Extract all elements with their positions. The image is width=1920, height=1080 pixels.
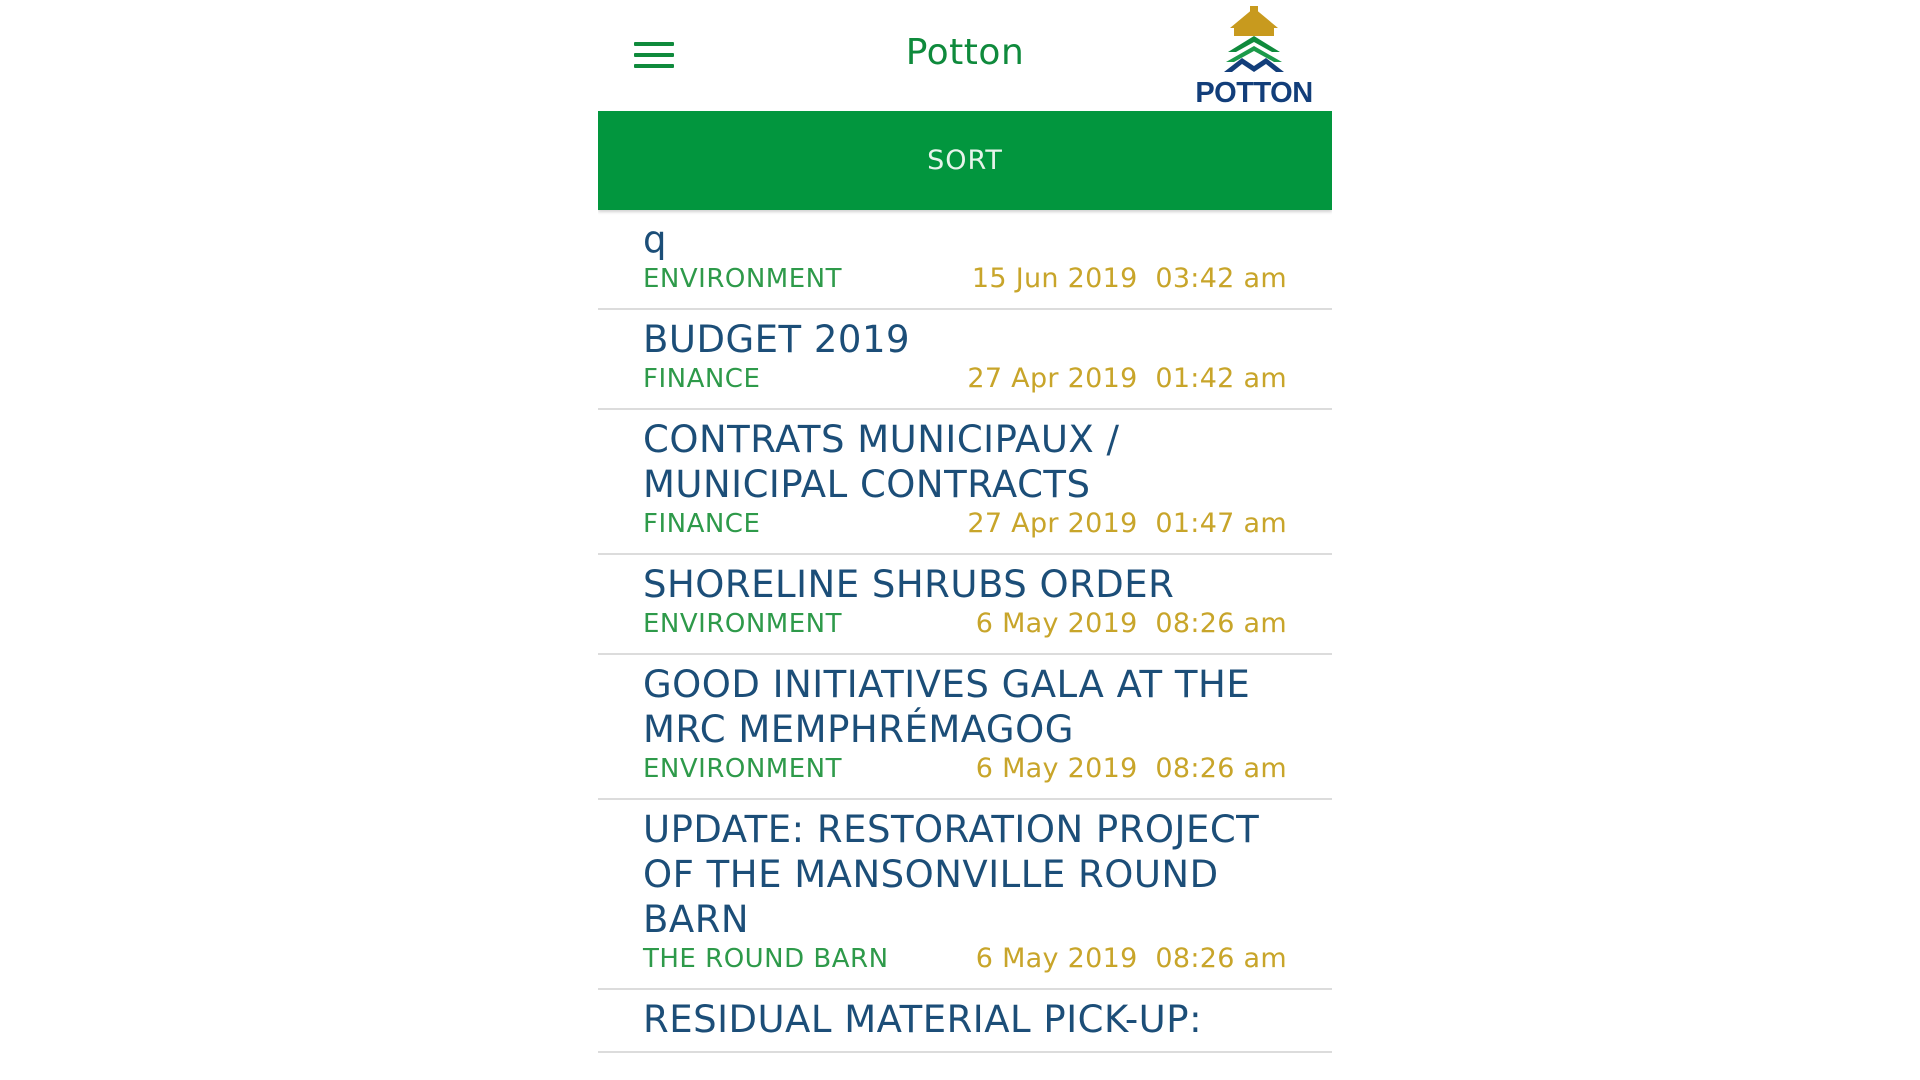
item-meta bbox=[643, 363, 1287, 399]
item-category: THE ROUND BARN bbox=[643, 944, 889, 974]
list-item[interactable] bbox=[598, 800, 1332, 990]
item-date: 27 Apr 2019 01:47 am bbox=[967, 508, 1287, 539]
item-date: 27 Apr 2019 01:42 am bbox=[967, 363, 1287, 394]
item-title: UPDATE: RESTORATION PROJECT OF THE MANSONVILLE ROUND BARN bbox=[643, 808, 1260, 941]
item-title: RESIDUAL MATERIAL PICK-UP: bbox=[643, 998, 1203, 1041]
list-item[interactable] bbox=[598, 655, 1332, 800]
item-category: ENVIRONMENT bbox=[643, 609, 843, 639]
potton-logo bbox=[1190, 6, 1318, 110]
sort-label: SORT bbox=[927, 145, 1003, 176]
item-category: ENVIRONMENT bbox=[643, 754, 843, 784]
list-item[interactable] bbox=[598, 555, 1332, 655]
item-date: 6 May 2019 08:26 am bbox=[975, 608, 1287, 639]
list-item[interactable] bbox=[598, 210, 1332, 310]
app-screen bbox=[598, 0, 1332, 1080]
list-item[interactable] bbox=[598, 310, 1332, 410]
top-app-bar bbox=[598, 0, 1332, 111]
item-title: GOOD INITIATIVES GALA AT THE MRC MEMPHRÉMAGOG bbox=[643, 663, 1251, 751]
item-meta bbox=[643, 263, 1287, 299]
item-date: 6 May 2019 08:26 am bbox=[975, 943, 1287, 974]
item-title: SHORELINE SHRUBS ORDER bbox=[643, 563, 1175, 606]
item-category: FINANCE bbox=[643, 364, 761, 394]
item-title: BUDGET 2019 bbox=[643, 318, 911, 361]
item-meta bbox=[643, 943, 1287, 979]
item-meta bbox=[643, 508, 1287, 544]
list-item[interactable] bbox=[598, 410, 1332, 555]
app-title: Potton bbox=[905, 32, 1025, 73]
list-item[interactable] bbox=[598, 990, 1332, 1053]
potton-logo-emblem-icon bbox=[1190, 6, 1318, 78]
item-date: 6 May 2019 08:26 am bbox=[975, 753, 1287, 784]
item-meta bbox=[643, 753, 1287, 789]
item-title: q bbox=[643, 218, 667, 261]
news-list bbox=[598, 210, 1332, 1053]
logo-wordmark: POTTON bbox=[1195, 77, 1313, 109]
item-category: FINANCE bbox=[643, 509, 761, 539]
item-date: 15 Jun 2019 03:42 am bbox=[971, 263, 1287, 294]
item-meta bbox=[643, 608, 1287, 644]
sort-button[interactable] bbox=[598, 111, 1332, 210]
item-title: CONTRATS MUNICIPAUX / MUNICIPAL CONTRACTS bbox=[643, 418, 1120, 506]
item-category: ENVIRONMENT bbox=[643, 264, 843, 294]
